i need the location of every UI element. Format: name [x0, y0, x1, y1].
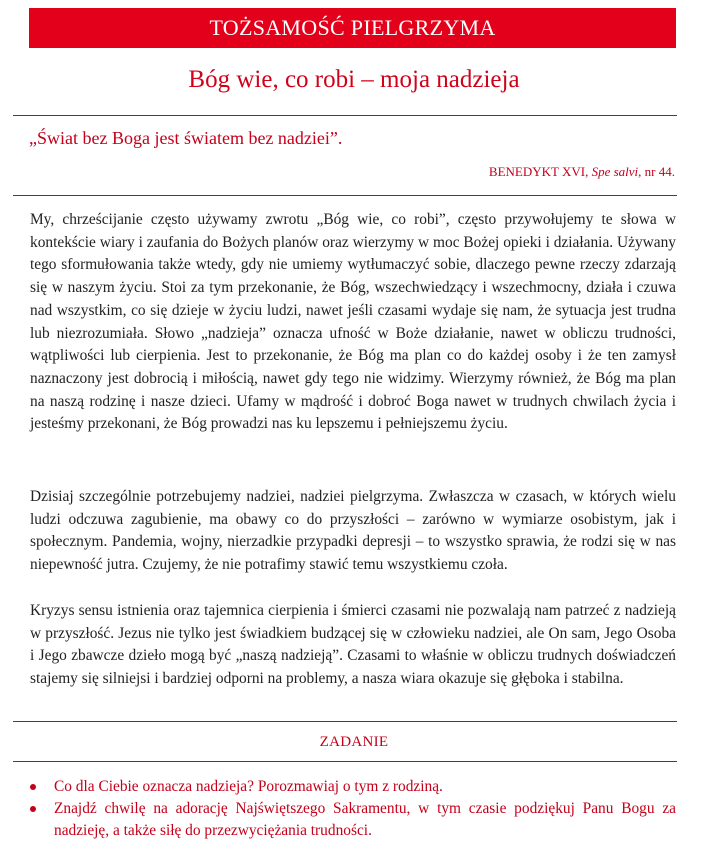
- quote-work: Spe salvi: [591, 164, 639, 179]
- task-heading: ZADANIE: [319, 734, 389, 750]
- page-title: Bóg wie, co robi – moja nadzieja: [188, 66, 520, 93]
- divider-task-top: [13, 721, 677, 722]
- divider-task-bottom: [13, 761, 677, 762]
- task-list: [30, 776, 676, 842]
- task-item: [30, 798, 676, 842]
- divider-top: [13, 115, 677, 116]
- quote-text: „Świat bez Boga jest światem bez nadziei”.: [29, 128, 343, 148]
- task-item: [30, 776, 676, 798]
- quote-source: [489, 164, 675, 180]
- bullet-icon: [30, 784, 36, 790]
- quote-ref: , nr 44.: [638, 164, 675, 179]
- quote-author: BENEDYKT XVI,: [488, 164, 592, 179]
- body-paragraph-1: My, chrześcijanie często używamy zwrotu „Bóg wie, co robi”, często przywołujemy te słowa w kontekście wiary i zaufania do Bożych planów oraz wierzymy w moc Bożej opieki i działania. Używany tego sformułowania także wtedy, gdy nie umiemy wytłumaczyć sobie, dlaczego pewne rzeczy zdarzają się w naszym życiu. Stoi za tym przekonanie, że Bóg, wszechwiedzący i wszechmocny, działa i czuwa nad wszystkim, co się dzieje w życiu ludzi, nawet jeśli czasami wydaje się nam, że sytuacja jest trudna lub niezrozumiała. Słowo „nadzieja” oznacza ufność w Boże działanie, nawet w obliczu trudności, wątpliwości lub cierpienia. Jest to przekonanie, że Bóg ma plan co do każdej osoby i że ten zamysł naznaczony jest dobrocią i miłością, nawet gdy tego nie widzimy. Wierzymy również, że Bóg ma plan na naszą rodzinę i nasze dzieci. Ufamy w mądrość i dobroć Boga nawet w trudnych chwilach życia i jesteśmy przekonani, że Bóg prowadzi nas ku lepszemu i pełniejszemu życiu.: [30, 211, 676, 433]
- task-item-text: Znajdź chwilę na adorację Najświętszego Sakramentu, w tym czasie podziękuj Panu Bogu za nadzieję, a także siłę do przezwyciężania trudności.: [54, 800, 676, 839]
- section-banner: [29, 8, 676, 48]
- divider-quote: [13, 195, 677, 196]
- bullet-icon: [30, 806, 36, 812]
- body-paragraph-3: Kryzys sensu istnienia oraz tajemnica cierpienia i śmierci czasami nie pozwalają nam patrzeć z nadzieją w przyszłość. Jezus nie tylko jest świadkiem budzącej się w człowieku nadziei, ale On sam, Jego Osoba i Jego zbawcze dzieło mogą być „naszą nadzieją”. Czasami to właśnie w obliczu trudnych doświadczeń stajemy się silniejsi i bardziej odporni na problemy, a nasza wiara okazuje się głęboka i stabilna.: [30, 602, 676, 688]
- body-paragraph-2: Dzisiaj szczególnie potrzebujemy nadziei, nadziei pielgrzyma. Zwłaszcza w czasach, w których wielu ludzi odczuwa zagubienie, ma obawy co do przyszłości – zarówno w wymiarze osobistym, jak i społecznym. Pandemia, wojny, nierzadkie przypadki depresji – to wszystko sprawia, że rodzi się w nas niepewność jutra. Czujemy, że nie potrafimy stawić temu wszystkiemu czoła.: [30, 488, 676, 574]
- banner-title: TOŻSAMOŚĆ PIELGRZYMA: [209, 15, 496, 40]
- task-item-text: Co dla Ciebie oznacza nadzieja? Porozmawiaj o tym z rodziną.: [54, 778, 443, 795]
